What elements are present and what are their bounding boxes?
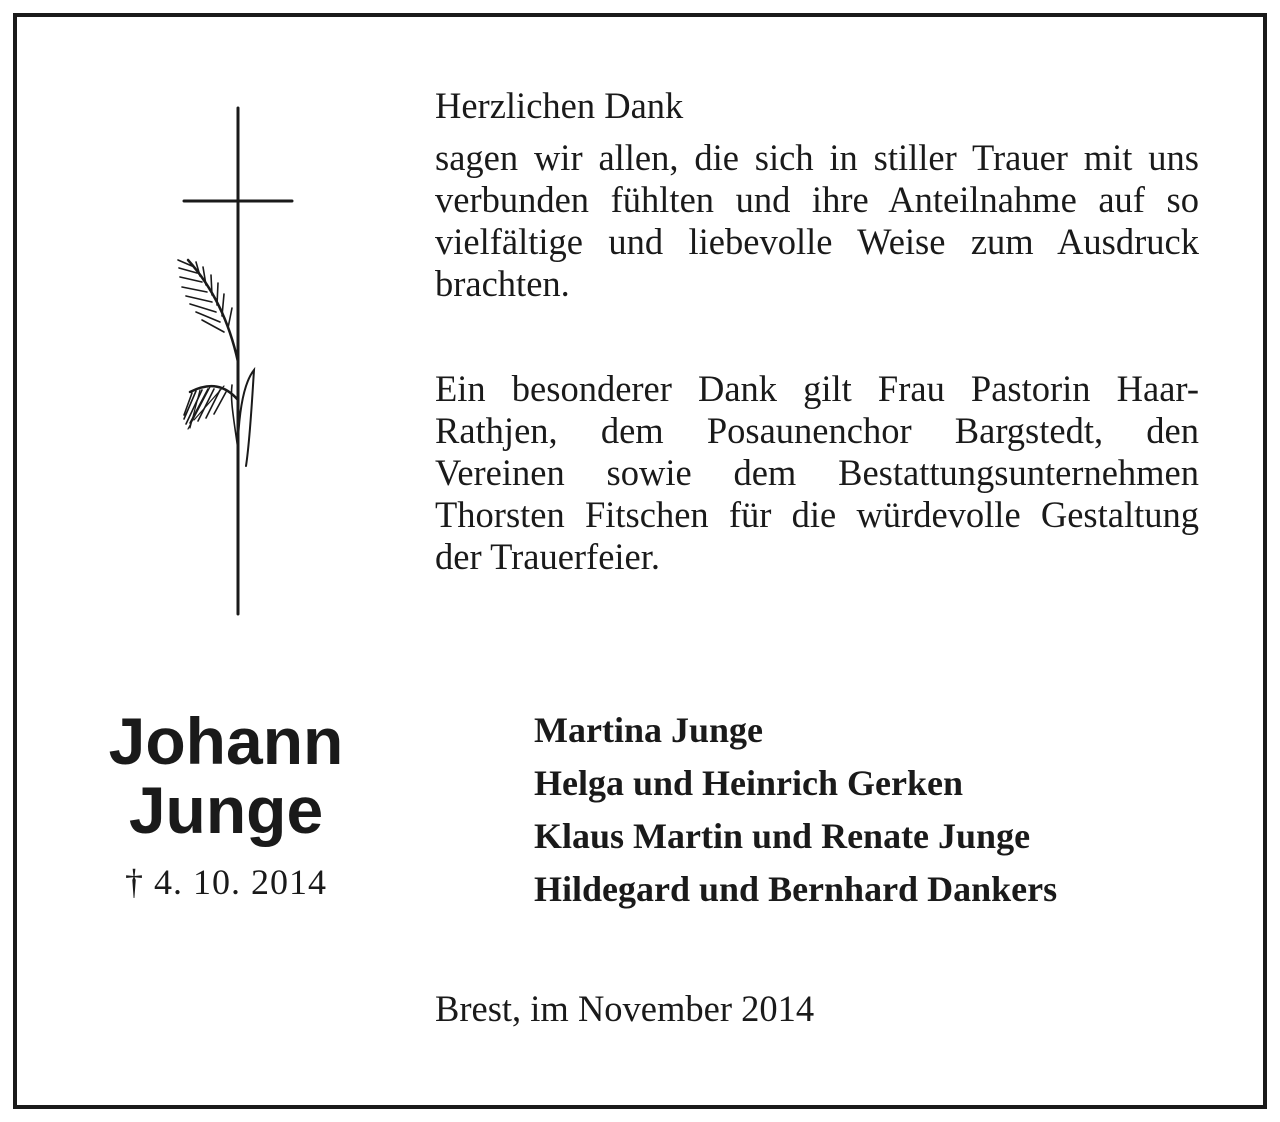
thanks-section <box>435 85 1199 305</box>
place-and-date: Brest, im November 2014 <box>435 988 815 1029</box>
signer-name: Helga und Heinrich Gerken <box>534 763 964 803</box>
thanks-heading: Herzlichen Dank <box>435 85 684 126</box>
signer-name: Martina Junge <box>534 710 763 750</box>
thanks-paragraph: sagen wir allen, die sich in stiller Trauer mit uns verbunden fühlten und ihre Anteilnahme auf so vielfältige und liebevolle Weise zum Ausdruck brachten. <box>435 137 1199 304</box>
signers-list <box>534 704 1057 916</box>
signer-name: Hildegard und Bernhard Dankers <box>534 869 1058 909</box>
deceased-last-name: Junge <box>128 773 324 847</box>
special-thanks-paragraph: Ein besonderer Dank gilt Frau Pastorin Haar-Rathjen, dem Posaunenchor Bargstedt, den Vereinen sowie dem Bestattungsunternehmen Thorsten Fitschen für die würdevolle Gestaltung der Trauerfeier. <box>435 368 1199 577</box>
death-date: † 4. 10. 2014 <box>125 862 327 902</box>
deceased-first-name: Johann <box>108 704 344 778</box>
deceased-block <box>40 704 412 903</box>
signer-name: Klaus Martin und Renate Junge <box>534 816 1031 856</box>
cross-with-wheat-icon <box>160 100 320 620</box>
